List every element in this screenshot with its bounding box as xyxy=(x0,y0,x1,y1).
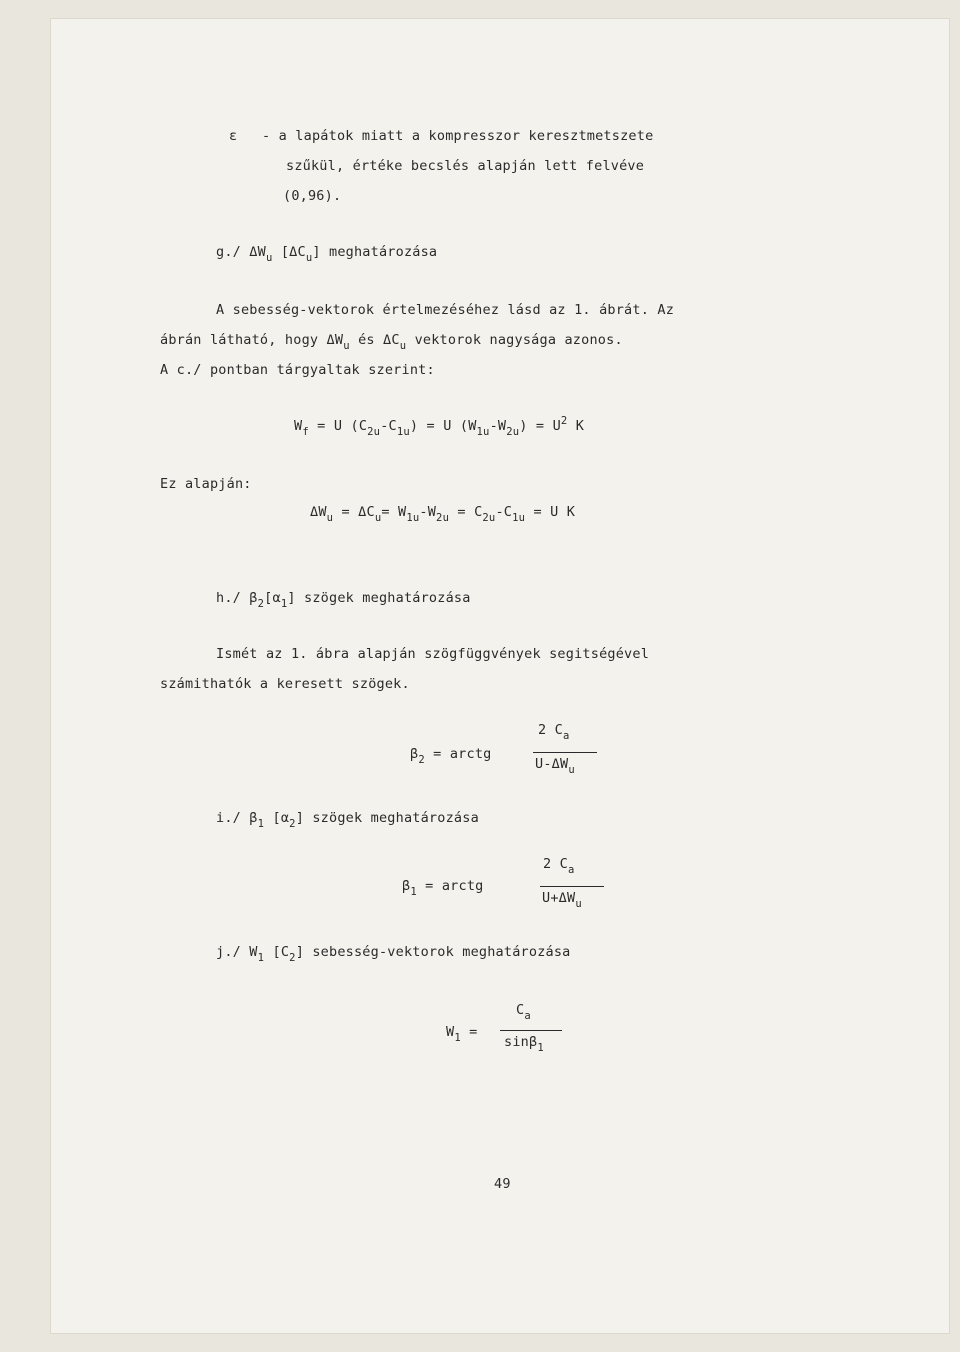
eq3-mid: = arctg xyxy=(424,746,492,762)
equation-w1-denominator xyxy=(504,1034,544,1054)
paragraph-1-line-2 xyxy=(160,332,623,352)
eq1-a: W xyxy=(294,418,303,434)
g-heading-post: ] meghatározása xyxy=(312,244,438,260)
epsilon-line-1: - a lapátok miatt a kompresszor keresztmetszete xyxy=(262,128,654,144)
j-b-sub: 2 xyxy=(289,952,296,964)
eq1-g: K xyxy=(567,418,585,434)
h-a-sub: 2 xyxy=(257,598,265,610)
equation-beta1-denominator xyxy=(542,890,582,910)
equation-beta1-numerator xyxy=(543,856,575,876)
eq2-b-sub: u xyxy=(374,512,382,524)
eq3-num-sub: a xyxy=(562,730,570,742)
eq1-c: -C xyxy=(380,418,397,434)
h-c: ] szögek meghatározása xyxy=(287,590,471,606)
paragraph-2-line-2: számithatók a keresett szögek. xyxy=(160,676,410,692)
eq1-d: ) = U (W xyxy=(409,418,477,434)
i-a: i./ β xyxy=(216,810,258,826)
eq5-num-sub: a xyxy=(524,1010,531,1022)
p1-l2-a: ábrán látható, hogy ΔW xyxy=(160,332,344,348)
eq4-lhs-sub: 1 xyxy=(410,886,417,898)
eq4-den: U+ΔW xyxy=(542,890,576,906)
paragraph-1-line-3: A c./ pontban tárgyaltak szerint: xyxy=(160,362,435,378)
eq2-a-sub: u xyxy=(326,512,334,524)
eq2-b: = ΔC xyxy=(333,504,375,520)
eq5-den: sinβ xyxy=(504,1034,538,1050)
epsilon-symbol: ε xyxy=(229,128,238,144)
eq1-c-sub: 1u xyxy=(396,426,410,438)
equation-beta2-numerator xyxy=(538,722,570,742)
paragraph-1-line-1: A sebesség-vektorok értelmezéséhez lásd az 1. ábrát. Az xyxy=(216,302,675,318)
eq1-e: -W xyxy=(489,418,507,434)
eq4-den-sub: u xyxy=(575,898,582,910)
equation-w1-fraction-bar xyxy=(500,1030,562,1031)
eq2-f: -C xyxy=(495,504,513,520)
epsilon-line-3: (0,96). xyxy=(283,188,342,204)
epsilon-line-2: szűkül, értéke becslés alapján lett felvéve xyxy=(286,158,645,174)
h-a: h./ β xyxy=(216,590,258,606)
eq3-lhs-sub: 2 xyxy=(418,754,425,766)
eq2-g: = U K xyxy=(525,504,576,520)
equation-beta2-denominator xyxy=(535,756,575,776)
equation-w1-numerator xyxy=(516,1002,531,1022)
eq5-lhs-sub: 1 xyxy=(454,1032,461,1044)
eq2-c-sub: 1u xyxy=(406,512,420,524)
eq1-f-sup: 2 xyxy=(560,415,568,427)
j-c: ] sebesség-vektorok meghatározása xyxy=(295,944,571,960)
p1-l2-d: u xyxy=(399,340,407,352)
equation-beta1-lhs xyxy=(402,878,484,898)
i-b-sub: 2 xyxy=(289,818,296,830)
eq5-lhs: W xyxy=(446,1024,455,1040)
eq1-e-sub: 2u xyxy=(506,426,520,438)
section-j-heading xyxy=(216,944,571,964)
eq5-num: C xyxy=(516,1002,525,1018)
equation-beta2-lhs xyxy=(410,746,492,766)
i-a-sub: 1 xyxy=(257,818,265,830)
eq1-b-sub: 2u xyxy=(367,426,381,438)
equation-beta1-fraction-bar xyxy=(540,886,604,887)
j-a: j./ W xyxy=(216,944,258,960)
section-g-heading xyxy=(216,244,438,264)
eq2-f-sub: 1u xyxy=(512,512,526,524)
equation-wf xyxy=(294,415,585,438)
j-a-sub: 1 xyxy=(257,952,265,964)
eq3-den: U-ΔW xyxy=(535,756,569,772)
eq4-mid: = arctg xyxy=(416,878,484,894)
equation-w1-lhs xyxy=(446,1024,478,1044)
p1-l2-e: vektorok nagysága azonos. xyxy=(406,332,623,348)
eq5-mid: = xyxy=(460,1024,478,1040)
page-number: 49 xyxy=(494,1176,511,1192)
eq2-d: -W xyxy=(419,504,437,520)
eq2-c: = W xyxy=(381,504,407,520)
p1-l2-c: és ΔC xyxy=(349,332,400,348)
eq2-e-sub: 2u xyxy=(482,512,496,524)
paragraph-2-line-1: Ismét az 1. ábra alapján szögfüggvények segitségével xyxy=(216,646,650,662)
i-c: ] szögek meghatározása xyxy=(295,810,479,826)
eq2-e: = C xyxy=(449,504,483,520)
g-heading-sub2: u xyxy=(305,252,313,264)
eq3-den-sub: u xyxy=(568,764,575,776)
h-b-sub: 1 xyxy=(280,598,288,610)
p1-l2-b: u xyxy=(343,340,350,352)
eq4-num: 2 C xyxy=(543,856,568,872)
eq1-a-sub: f xyxy=(302,426,309,438)
eq3-num: 2 C xyxy=(538,722,563,738)
i-b: [α xyxy=(264,810,290,826)
g-heading-mid: [ΔC xyxy=(272,244,306,260)
eq1-d-sub: 1u xyxy=(476,426,490,438)
eq4-lhs: β xyxy=(402,878,411,894)
eq5-den-sub: 1 xyxy=(537,1042,544,1054)
eq2-d-sub: 2u xyxy=(436,512,450,524)
eq2-a: ΔW xyxy=(310,504,327,520)
equation-beta2-fraction-bar xyxy=(533,752,597,753)
g-heading-pre: g./ ΔW xyxy=(216,244,266,260)
g-heading-sub1: u xyxy=(265,252,273,264)
section-h-heading xyxy=(216,590,471,610)
h-b: [α xyxy=(264,590,281,606)
eq1-b: = U (C xyxy=(308,418,368,434)
equation-delta-wu xyxy=(310,504,576,524)
ez-alapjan-label: Ez alapján: xyxy=(160,476,252,492)
j-b: [C xyxy=(264,944,290,960)
section-i-heading xyxy=(216,810,479,830)
eq3-lhs: β xyxy=(410,746,419,762)
eq1-f: ) = U xyxy=(519,418,561,434)
eq4-num-sub: a xyxy=(567,864,575,876)
